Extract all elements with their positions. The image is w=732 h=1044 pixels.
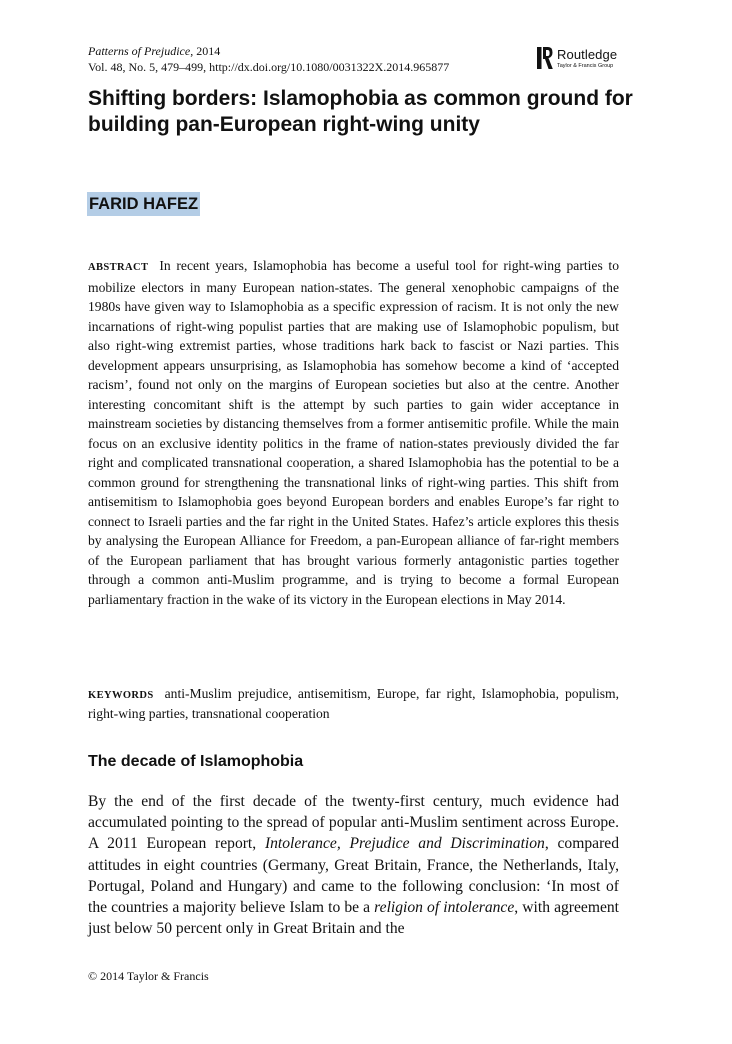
journal-citation: Vol. 48, No. 5, 479–499, http://dx.doi.org/10.1080/0031322X.2014.965877: [88, 59, 450, 74]
publisher-brand: Routledge: [557, 47, 618, 62]
copyright: © 2014 Taylor & Francis: [88, 969, 209, 983]
body-text-2: , compared attitudes in eight countries (Germany, Great Britain, France, the Netherlands, Italy, Portugal, Poland and Hungary) and came to the following conclusion: ‘In most of the countries a majority believe Islam to be a: [88, 835, 619, 917]
quote-term: religion of intolerance: [374, 899, 515, 917]
routledge-r-logo-icon: [537, 46, 553, 70]
keywords-text: anti-Muslim prejudice, antisemitism, Europe, far right, Islamophobia, populism, right-wing parties, transnational cooperation: [88, 686, 619, 721]
body-text-3: , with agreement just below 50 percent only in Great Britain and the: [88, 899, 620, 938]
report-title: Intolerance, Prejudice and Discrimination: [264, 835, 545, 853]
section-heading: The decade of Islamophobia: [88, 753, 304, 770]
abstract-text: In recent years, Islamophobia has become a useful tool for right-wing parties to mobilize electors in many European nation-states. The general xenophobic campaigns of the 1980s have given way to Islamophobia as a specific expression of racism. It is not only the new incarnations of right-wing populist parties that are making use of Islamophobic populism, but also right-wing extremist parties, whose traditions hark back to fascist or Nazi parties. This development appears unsurprising, as Islamophobia has somehow become a kind of ‘accepted racism’, found not only on the margins of European societies but also at the centre. Another interesting concomitant shift is the attempt by such parties to gain wider acceptance in mainstream societies by distancing themselves from a former antisemitic profile. While the main focus on an exclusive identity politics in the frame of nation-states previously divided the far right and complicated transnational cooperation, a shared Islamophobia has the potential to be a common ground for strengthening the transnational links of right-wing parties. This shift from antisemitism to Islamophobia goes beyond European borders and enables Europe’s far right to connect to Israeli parties and the far right in the United States. Hafez’s article explores this thesis by analysing the European Alliance for Freedom, a pan-European alliance of far-right members of the European parliament that has brought various formerly antagonistic parties together through a common anti-Muslim programme, and is trying to become a formal European parliamentary fraction in the wake of its victory in the European elections in May 2014.: [88, 258, 619, 607]
publisher-logo: [537, 46, 637, 72]
body-text-1: By the end of the first decade of the twenty-first century, much evidence had accumulated pointing to the spread of popular anti-Muslim sentiment across Europe. A 2011 European report,: [88, 793, 619, 853]
author-name: FARID HAFEZ: [87, 192, 200, 216]
body-paragraph: [88, 791, 619, 939]
journal-year: 2014: [196, 44, 221, 58]
abstract-label: ABSTRACT: [88, 262, 149, 273]
keywords-label: KEYWORDS: [88, 690, 154, 701]
publisher-group: Taylor & Francis Group: [557, 63, 614, 69]
journal-header: [88, 44, 449, 75]
keywords: [88, 685, 619, 722]
article-title: Shifting borders: Islamophobia as common ground for building pan-European right-wing unity: [88, 87, 633, 136]
journal-line-1: Patterns of Prejudice, 2014: [88, 44, 221, 58]
journal-name: Patterns of Prejudice: [88, 44, 191, 58]
abstract: [88, 256, 619, 609]
